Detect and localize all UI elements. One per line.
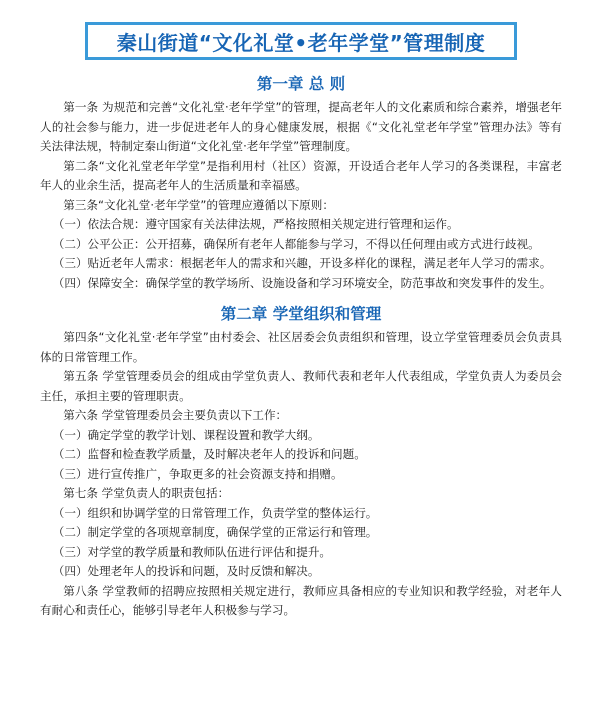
article-5: 第五条 学堂管理委员会的组成由学堂负责人、教师代表和老年人代表组成，学堂负责人为委员会主任，承担主要的管理职责。 [40,369,562,403]
article-2: 第二条“文化礼堂老年学堂”是指利用村（社区）资源，开设适合老年人学习的各类课程，丰富老年人的业余生活，提高老年人的生活质量和幸福感。 [40,158,562,192]
head-duty-1: （一）组织和协调学堂的日常管理工作，负责学堂的整体运行。 [52,505,378,520]
article-7: 第七条 学堂负责人的职责包括： [63,486,230,500]
chapter-1-heading: 第一章 总 则 [256,75,346,93]
principle-4: （四）保障安全：确保学堂的教学场所、设施设备和学习环境安全，防范事故和突发事件的发生。 [52,275,552,290]
principle-1: （一）依法合规：遵守国家有关法律法规，严格按照相关规定进行管理和运作。 [52,217,459,231]
duty-1: （一）确定学堂的教学计划、课程设置和教学大纲。 [52,427,320,442]
head-duty-3: （三）对学堂的教学质量和教师队伍进行评估和提升。 [52,544,332,559]
duty-2: （二）监督和检查教学质量，及时解决老年人的投诉和问题。 [52,447,366,461]
document-title: 秦山街道“文化礼堂•老年学堂”管理制度 [116,30,486,55]
article-4: 第四条“文化礼堂·老年学堂”由村委会、社区居委会负责组织和管理，设立学堂管理委员会负责具体的日常管理工作。 [40,330,562,364]
article-8: 第八条 学堂教师的招聘应按照相关规定进行，教师应具备相应的专业知识和教学经验，对老年人有耐心和责任心，能够引导老年人积极参与学习。 [40,583,562,617]
article-1: 第一条 为规范和完善“文化礼堂·老年学堂”的管理，提高老年人的文化素质和综合素养，增强老年人的社会参与能力，进一步促进老年人的身心健康发展，根据《“文化礼堂老年学堂”管理办法》等有关法律法规，特制定秦山街道“文化礼堂·老年学堂”管理制度。 [40,100,562,153]
duty-3: （三）进行宣传推广，争取更多的社会资源支持和捐赠。 [52,466,343,481]
article-3: 第三条“文化礼堂·老年学堂”的管理应遵循以下原则： [63,197,334,212]
head-duty-4: （四）处理老年人的投诉和问题，及时反馈和解决。 [52,564,320,578]
head-duty-2: （二）制定学堂的各项规章制度，确保学堂的正常运行和管理。 [52,525,378,539]
principle-3: （三）贴近老年人需求：根据老年人的需求和兴趣，开设多样化的课程，满足老年人学习的需求。 [52,256,552,270]
principle-2: （二）公平公正：公开招募，确保所有老年人都能参与学习，不得以任何理由或方式进行歧视。 [52,236,540,251]
chapter-2-heading: 第二章 学堂组织和管理 [220,305,382,323]
article-6: 第六条 学堂管理委员会主要负责以下工作： [63,408,288,422]
title-box [85,22,517,60]
